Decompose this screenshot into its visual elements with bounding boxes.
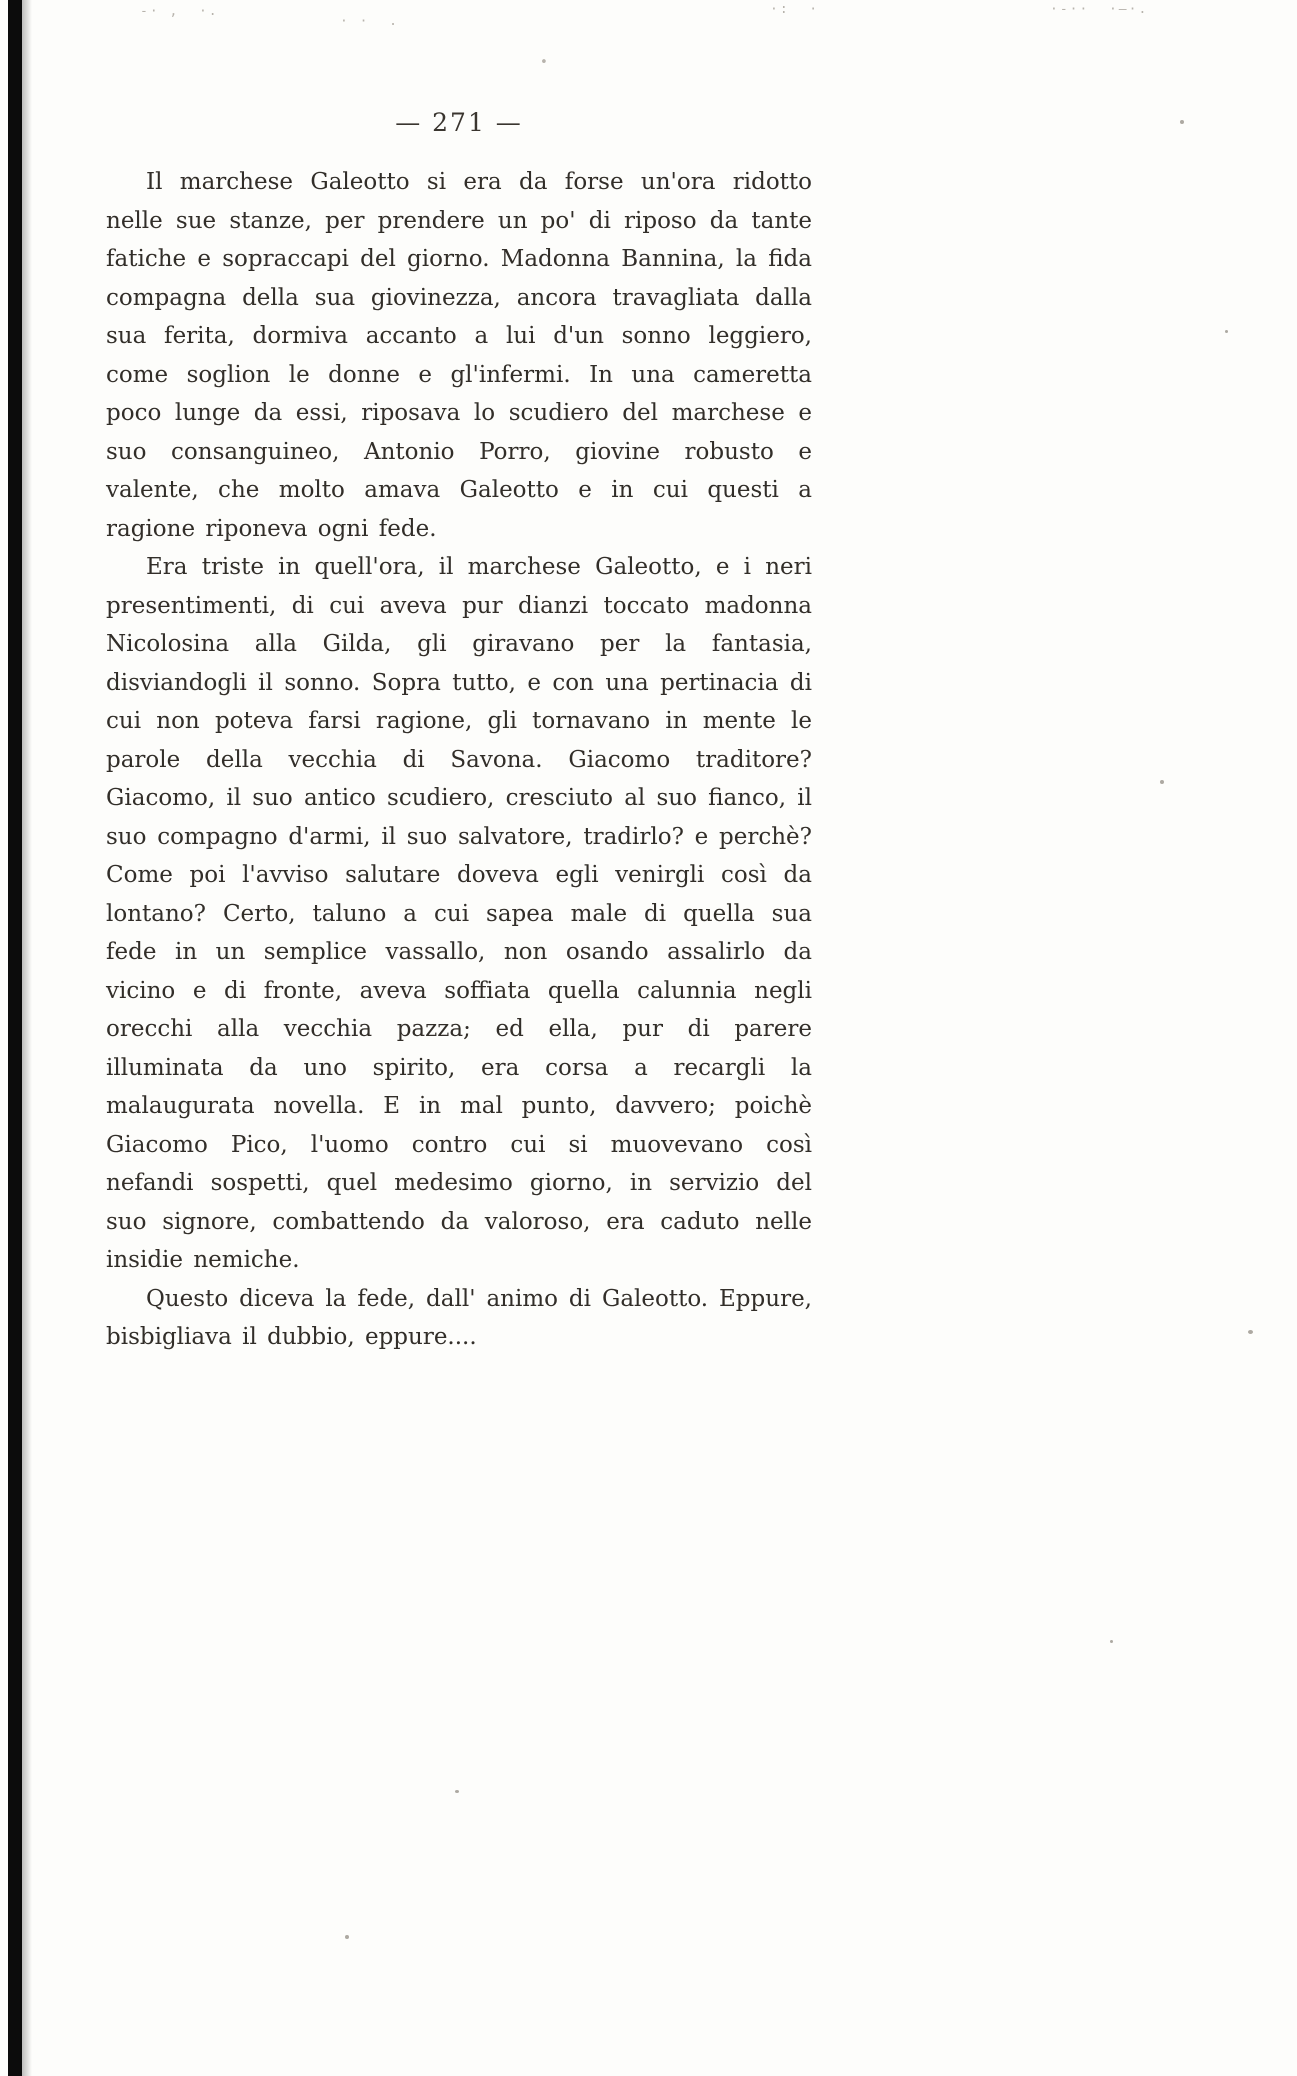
paragraph-2: Era triste in quell'ora, il marchese Galeotto, e i neri presentimenti, di cui aveva pur dianzi toccato madonna Nicolosina alla Gilda, gli giravano per la fantasia, disviandogli il sonno. Sopra tutto, e con una pertinacia di cui non poteva farsi ragione, gli tornavano in mente le parole della vecchia di Savona. Giacomo traditore? Giacomo, il suo antico scudiero, cresciuto al suo fianco, il suo compagno d'armi, il suo salvatore, tradirlo? e perchè? Come poi l'avviso salutare doveva egli venirgli così da lontano? Certo, taluno a cui sapea male di quella sua fede in un semplice vassallo, non osando assalirlo da vicino e di fronte, aveva soffiata quella calunnia negli orecchi alla vecchia pazza; ed ella, pur di parere illuminata da uno spirito, era corsa a recargli la malaugurata novella. E in mal punto, davvero; poichè Giacomo Pico, l'uomo contro cui si muovevano così nefandi sospetti, quel medesimo giorno, in servizio del suo signore, combattendo da valoroso, era caduto nelle insidie nemiche. bbox=[106, 554, 812, 1273]
scan-speck bbox=[1180, 120, 1184, 124]
scan-speck bbox=[455, 1790, 459, 1793]
scan-artifact: ·-·· ·―·. bbox=[1050, 2, 1149, 17]
page-number: — 271 — bbox=[395, 108, 523, 137]
scan-artifact: ·: · bbox=[770, 2, 820, 17]
book-gutter-shadow bbox=[8, 0, 22, 2076]
scan-artifact: -· , ·. bbox=[140, 4, 219, 19]
scan-speck bbox=[1110, 1640, 1113, 1643]
scan-speck bbox=[1160, 780, 1164, 784]
scan-speck bbox=[1225, 330, 1228, 333]
scan-artifact: • bbox=[540, 55, 550, 70]
paragraph-3: Questo diceva la fede, dall' animo di Galeotto. Eppure, bisbigliava il dubbio, eppure.... bbox=[106, 1285, 812, 1350]
scan-speck bbox=[345, 1935, 349, 1939]
scan-artifact: · · . bbox=[340, 14, 399, 29]
book-gutter-fade bbox=[22, 0, 32, 2076]
scan-speck bbox=[1248, 1330, 1253, 1334]
book-page bbox=[106, 108, 812, 1357]
paragraph-1: Il marchese Galeotto si era da forse un'ora ridotto nelle sue stanze, per prendere un po' di riposo da tante fatiche e sopraccapi del giorno. Madonna Bannina, la fida compagna della sua giovinezza, ancora travagliata dalla sua ferita, dormiva accanto a lui d'un sonno leggiero, come soglion le donne e gl'infermi. In una cameretta poco lunge da essi, riposava lo scudiero del marchese e suo consanguineo, Antonio Porro, giovine robusto e valente, che molto amava Galeotto e in cui questi a ragione riponeva ogni fede. bbox=[106, 169, 812, 542]
